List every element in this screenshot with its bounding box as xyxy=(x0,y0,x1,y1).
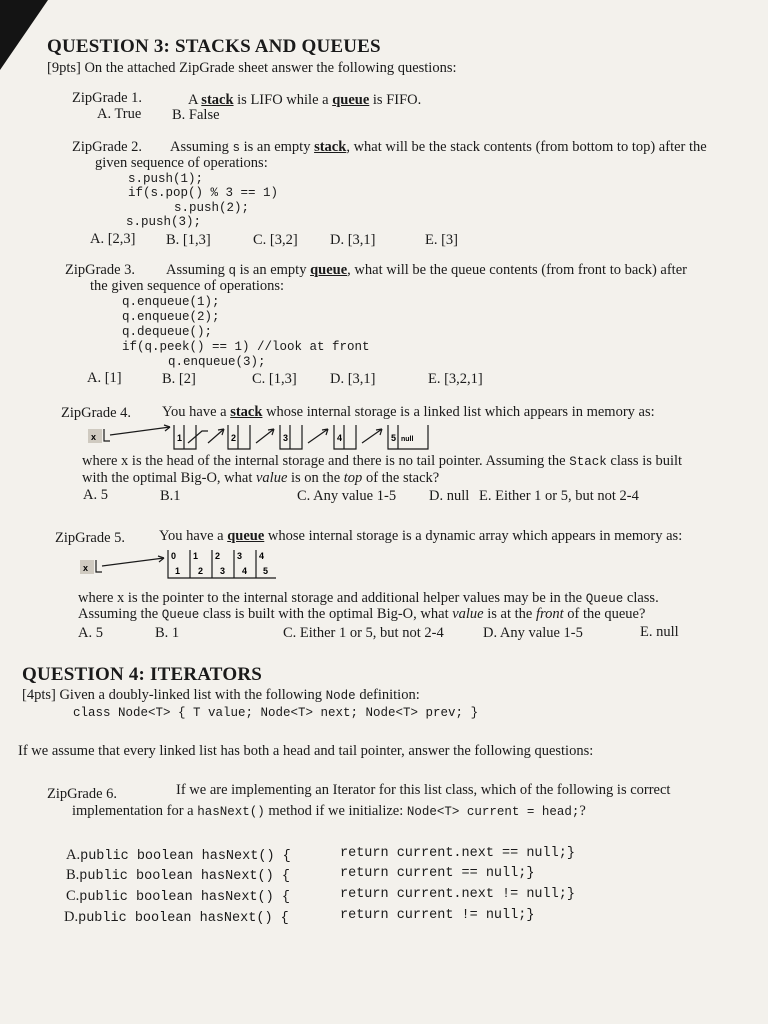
node-value-1: 1 xyxy=(177,433,183,443)
zipgrade-3-code-line-1: q.enqueue(1); xyxy=(122,295,220,309)
zipgrade-1-option-b: B. False xyxy=(172,107,220,123)
zipgrade-6-option-c: C.public boolean hasNext() { xyxy=(66,888,290,905)
question-3-intro: [9pts] On the attached ZipGrade sheet answer the following questions: xyxy=(47,60,457,76)
list-node-3 xyxy=(280,425,302,449)
question-4-assumption: If we assume that every linked list has both a head and tail pointer, answer the following questions: xyxy=(18,743,594,759)
zipgrade-3-question: Assuming q is an empty queue, what will be the queue contents (from front to back) after xyxy=(166,262,687,278)
array-value-4: 5 xyxy=(263,566,269,576)
array-value-2: 3 xyxy=(220,566,226,576)
zipgrade-6-option-d-body: return current != null;} xyxy=(340,908,535,923)
zipgrade-6-option-a-body: return current.next == null;} xyxy=(340,846,575,861)
zipgrade-5-option-b: B. 1 xyxy=(155,625,180,641)
zipgrade-6-question-line1: If we are implementing an Iterator for this list class, which of the following is correct xyxy=(176,782,671,798)
node-value-5: 5 xyxy=(391,433,397,443)
zipgrade-6-option-c-body: return current.next != null;} xyxy=(340,887,575,902)
zipgrade-3-code-line-2: q.enqueue(2); xyxy=(122,310,220,324)
zipgrade-3-code-line-4: if(q.peek() == 1) //look at front xyxy=(122,340,370,354)
zipgrade-5-option-d: D. Any value 1-5 xyxy=(483,625,583,641)
zipgrade-5-description-2: Assuming the Queue class is built with the optimal Big-O, what value is at the front of the queue? xyxy=(78,606,646,622)
node-class-definition: class Node<T> { T value; Node<T> next; Node<T> prev; } xyxy=(73,706,479,720)
array-pointer-label: x xyxy=(83,563,89,573)
node-value-3: 3 xyxy=(283,433,289,443)
zipgrade-2-question-line2: given sequence of operations: xyxy=(95,155,268,171)
zipgrade-6-option-d: D.public boolean hasNext() { xyxy=(64,909,289,926)
array-value-1: 2 xyxy=(198,566,204,576)
zipgrade-4-description-2: with the optimal Big-O, what value is on the top of the stack? xyxy=(82,470,440,486)
zipgrade-2-code-line-2: if(s.pop() % 3 == 1) xyxy=(128,186,279,200)
zipgrade-4-option-e: E. Either 1 or 5, but not 2-4 xyxy=(479,488,639,504)
question-4-title: QUESTION 4: ITERATORS xyxy=(22,664,263,685)
zipgrade-3-option-c: C. [1,3] xyxy=(252,371,297,387)
list-node-5 xyxy=(388,425,428,449)
zipgrade-2-option-a: A. [2,3] xyxy=(90,231,136,247)
zipgrade-3-question-line2: the given sequence of operations: xyxy=(90,278,285,294)
zipgrade-3-option-b: B. [2] xyxy=(162,371,196,387)
zipgrade-2-label: ZipGrade 2. xyxy=(72,139,143,155)
zipgrade-6-option-b: B.public boolean hasNext() { xyxy=(66,867,290,884)
zipgrade-4-question: You have a stack whose internal storage is a linked list which appears in memory as: xyxy=(162,404,655,420)
zipgrade-1-option-a: A. True xyxy=(97,106,142,122)
scan-corner-shadow xyxy=(0,0,48,70)
list-node-1 xyxy=(174,425,196,449)
zipgrade-2-option-d: D. [3,1] xyxy=(330,232,376,248)
question-4-intro: [4pts] Given a doubly-linked list with the following Node definition: xyxy=(22,687,420,703)
node-value-2: 2 xyxy=(231,433,237,443)
zipgrade-6-option-a: A.public boolean hasNext() { xyxy=(66,847,291,864)
head-pointer-label: x xyxy=(91,432,97,442)
zipgrade-1-question: A stack is LIFO while a queue is FIFO. xyxy=(188,92,422,108)
zipgrade-5-option-c: C. Either 1 or 5, but not 2-4 xyxy=(283,625,444,641)
node-value-4: 4 xyxy=(337,433,343,443)
zipgrade-3-code-line-5: q.enqueue(3); xyxy=(168,355,266,369)
zipgrade-4-option-b: B.1 xyxy=(160,488,181,504)
null-label: null xyxy=(401,436,414,443)
zipgrade-6-label: ZipGrade 6. xyxy=(47,786,118,802)
array-value-0: 1 xyxy=(175,566,181,576)
array-index-0: 0 xyxy=(171,551,177,561)
zipgrade-3-option-a: A. [1] xyxy=(87,370,122,386)
zipgrade-2-option-e: E. [3] xyxy=(425,232,459,248)
zipgrade-4-option-a: A. 5 xyxy=(83,487,108,503)
dynamic-array-diagram xyxy=(80,548,280,580)
array-value-3: 4 xyxy=(242,566,248,576)
linked-list-diagram xyxy=(88,421,448,453)
zipgrade-5-option-a: A. 5 xyxy=(78,625,103,641)
array-index-1: 1 xyxy=(193,551,199,561)
zipgrade-2-code-line-3: s.push(2); xyxy=(174,201,250,215)
zipgrade-4-description-1: where x is the head of the internal storage and there is no tail pointer. Assuming the Stack class is built xyxy=(82,453,683,469)
zipgrade-5-option-e: E. null xyxy=(640,624,679,640)
zipgrade-4-label: ZipGrade 4. xyxy=(61,405,132,421)
zipgrade-2-option-b: B. [1,3] xyxy=(166,232,211,248)
zipgrade-4-option-d: D. null xyxy=(429,488,470,504)
zipgrade-2-question: Assuming s is an empty stack, what will be the stack contents (from bottom to top) after the xyxy=(170,139,707,155)
array-index-3: 3 xyxy=(237,551,243,561)
zipgrade-3-option-e: E. [3,2,1] xyxy=(428,371,483,387)
array-index-4: 4 xyxy=(259,551,265,561)
zipgrade-2-code-line-4: s.push(3); xyxy=(126,215,202,229)
zipgrade-5-question: You have a queue whose internal storage is a dynamic array which appears in memory as: xyxy=(159,528,683,544)
array-index-2: 2 xyxy=(215,551,221,561)
zipgrade-6-option-b-body: return current == null;} xyxy=(340,866,535,881)
zipgrade-4-option-c: C. Any value 1-5 xyxy=(297,488,397,504)
zipgrade-3-label: ZipGrade 3. xyxy=(65,262,136,278)
list-node-4 xyxy=(334,425,356,449)
zipgrade-5-label: ZipGrade 5. xyxy=(55,530,126,546)
zipgrade-3-code-line-3: q.dequeue(); xyxy=(122,325,213,339)
zipgrade-2-option-c: C. [3,2] xyxy=(253,232,298,248)
zipgrade-5-description-1: where x is the pointer to the internal storage and additional helper values may be in the Queue class. xyxy=(78,590,659,606)
zipgrade-1-label: ZipGrade 1. xyxy=(72,90,143,106)
zipgrade-2-code-line-1: s.push(1); xyxy=(128,172,204,186)
question-3-title: QUESTION 3: STACKS AND QUEUES xyxy=(47,36,381,57)
list-node-2 xyxy=(228,425,250,449)
zipgrade-3-option-d: D. [3,1] xyxy=(330,371,376,387)
zipgrade-6-question-line2: implementation for a hasNext() method if we initialize: Node<T> current = head;? xyxy=(72,803,586,819)
